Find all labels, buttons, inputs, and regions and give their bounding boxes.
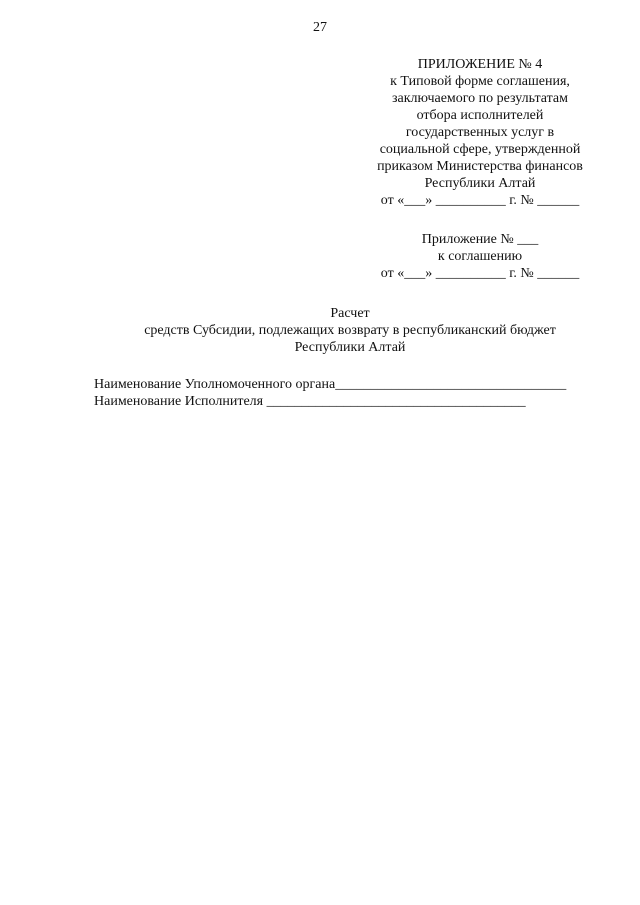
appendix-header [350,56,610,209]
appendix-title: ПРИЛОЖЕНИЕ № 4 [417,57,543,72]
appendix-line: государственных услуг в [405,125,555,140]
executor-name-field: Наименование Исполнителя _____________________________________ [94,394,526,409]
authority-name-field: Наименование Уполномоченного органа_________________________________ [94,377,567,392]
appendix-line: отбора исполнителей [416,108,544,123]
agreement-appendix-block [350,231,610,282]
page-number: 27 [313,20,327,35]
appendix-line: социальной сфере, утвержденной [379,142,581,157]
appendix-line: заключаемого по результатам [391,91,569,106]
agreement-appendix-number: Приложение № ___ [421,232,539,247]
appendix-line: приказом Министерства финансов [377,159,583,174]
appendix-date-number-line: от «___» __________ г. № ______ [380,193,580,208]
calculation-title-block [40,305,640,356]
calculation-title: Расчет [330,306,370,321]
appendix-line: к Типовой форме соглашения, [390,74,570,89]
calculation-subtitle: средств Субсидии, подлежащих возврату в республиканский бюджет [144,323,556,338]
name-fields [94,376,604,410]
appendix-line: Республики Алтай [424,176,536,191]
agreement-appendix-line: к соглашению [437,249,523,264]
calculation-subtitle: Республики Алтай [294,340,406,355]
agreement-appendix-date-number-line: от «___» __________ г. № ______ [380,266,580,281]
